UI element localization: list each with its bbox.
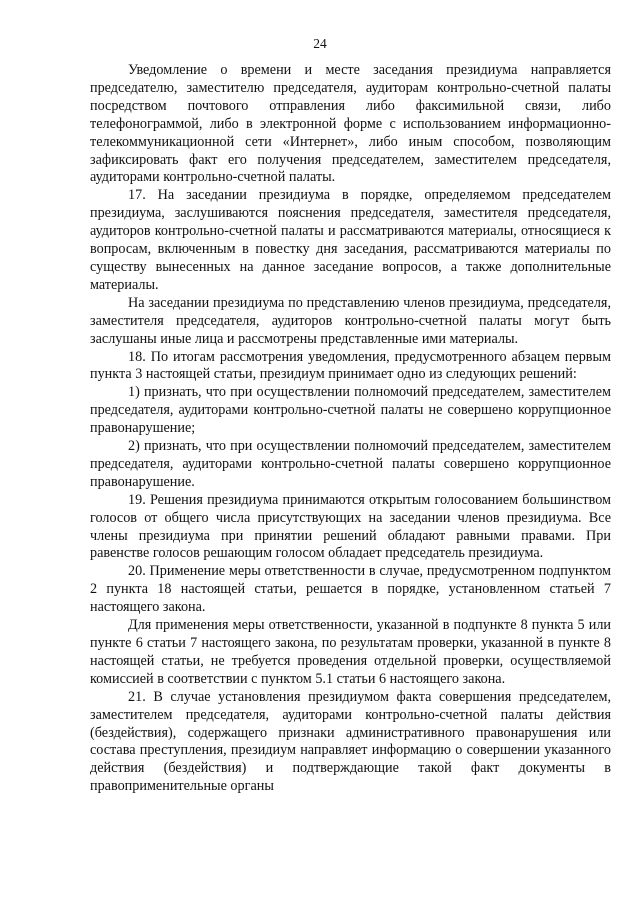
paragraph-17-additional: На заседании президиума по представлению членов президиума, председателя, заместителя председателя, аудиторов контрольно-счетной палаты могут быть заслушаны иные лица и рассмотрены представленные ими материалы.: [90, 294, 611, 347]
paragraph-notification: Уведомление о времени и месте заседания президиума направляется председателю, заместителю председателя, аудиторам контрольно-счетной палаты посредством почтового отправления либо факсимильной связи, либо телефонограммой, либо в электронной форме с использованием информационно-телекоммуникационной сети «Интернет», либо иным способом, позволяющим зафиксировать факт его получения председателем, заместителем председателя, аудиторами контрольно-счетной палаты.: [90, 62, 611, 186]
document-body: [90, 62, 611, 796]
paragraph-18-item-2: 2) признать, что при осуществлении полномочий председателем, заместителем председателя, аудиторами контрольно-счетной палаты совершено коррупционное правонарушение.: [90, 438, 611, 490]
paragraph-20: 20. Применение меры ответственности в случае, предусмотренном подпунктом 2 пункта 18 настоящей статьи, решается в порядке, установленном статьей 7 настоящего закона.: [90, 563, 611, 616]
paragraph-19: 19. Решения президиума принимаются открытым голосованием большинством голосов от общего числа присутствующих на заседании членов президиума. Все члены президиума при принятии решений обладают равными правами. При равенстве голосов решающим голосом обладает председатель президиума.: [90, 491, 611, 562]
paragraph-21: 21. В случае установления президиумом факта совершения председателем, заместителем председателя, аудиторами контрольно-счетной палаты действия (бездействия), содержащего признаки административного правонарушения или состава преступления, президиум направляет информацию о совершении указанного действия (бездействия) и подтверждающие такой факт документы в правоприменительные органы: [90, 688, 611, 795]
paragraph-20-additional: Для применения меры ответственности, указанной в подпункте 8 пункта 5 или пункте 6 статьи 7 настоящего закона, по результатам проверки, указанной в пункте 8 настоящей статьи, не требуется проведения отдельной проверки, осуществляемой комиссией в соответствии с пунктом 5.1 статьи 6 настоящего закона.: [90, 617, 611, 687]
paragraph-18: 18. По итогам рассмотрения уведомления, предусмотренного абзацем первым пункта 3 настоящей статьи, президиум принимает одно из следующих решений:: [90, 348, 611, 383]
paragraph-17: 17. На заседании президиума в порядке, определяемом председателем президиума, заслушиваются пояснения председателя, заместителя председателя, аудиторов контрольно-счетной палаты и рассматриваются материалы, относящиеся к вопросам, включенным в повестку дня заседания, рассматриваются материалы по существу вынесенных на данное заседание вопросов, а также дополнительные материалы.: [90, 187, 611, 293]
paragraph-18-item-1: 1) признать, что при осуществлении полномочий председателем, заместителем председателя, аудиторами контрольно-счетной палаты не совершено коррупционное правонарушение;: [90, 384, 611, 437]
page-number: 24: [313, 36, 327, 51]
